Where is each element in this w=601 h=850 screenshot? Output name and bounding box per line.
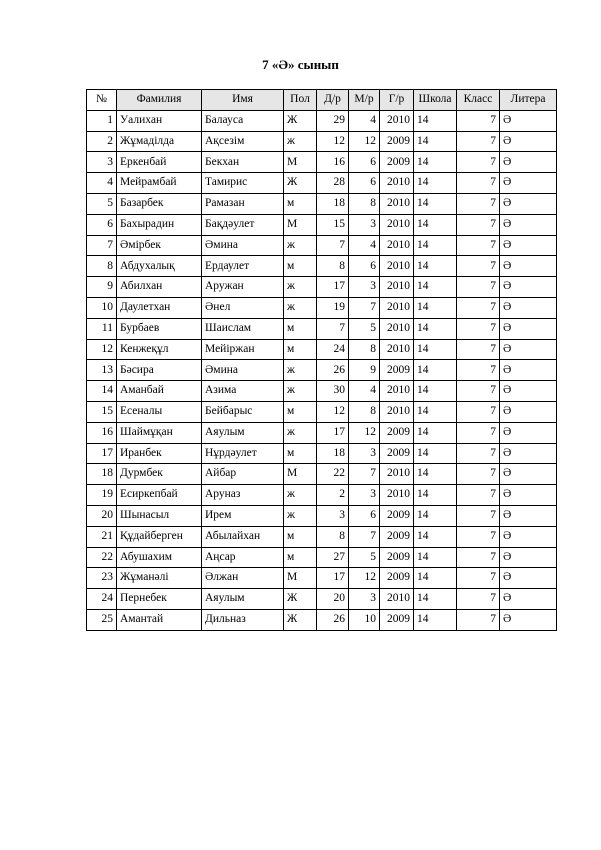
cell-letter: Ә — [500, 297, 557, 318]
cell-school: 14 — [414, 277, 457, 298]
table-row — [87, 256, 557, 277]
cell-number: 3 — [87, 152, 117, 173]
cell-birth-month: 3 — [349, 485, 380, 506]
cell-number: 19 — [87, 485, 117, 506]
cell-gender: Ж — [284, 110, 317, 131]
cell-gender: ж — [284, 235, 317, 256]
cell-birth-day: 2 — [317, 485, 349, 506]
cell-number: 25 — [87, 609, 117, 630]
table-row — [87, 277, 557, 298]
cell-number: 21 — [87, 526, 117, 547]
cell-gender: ж — [284, 422, 317, 443]
cell-class: 7 — [457, 152, 500, 173]
cell-birth-day: 18 — [317, 443, 349, 464]
cell-school: 14 — [414, 297, 457, 318]
cell-number: 10 — [87, 297, 117, 318]
column-header-letter: Литера — [500, 90, 557, 111]
cell-school: 14 — [414, 422, 457, 443]
cell-name: Аңсар — [202, 547, 284, 568]
table-row — [87, 339, 557, 360]
cell-birth-year: 2009 — [380, 152, 414, 173]
cell-birth-year: 2009 — [380, 609, 414, 630]
column-header-birth-year: Г/р — [380, 90, 414, 111]
cell-number: 13 — [87, 360, 117, 381]
cell-name: Бақдәулет — [202, 214, 284, 235]
cell-birth-year: 2009 — [380, 568, 414, 589]
cell-class: 7 — [457, 589, 500, 610]
table-row — [87, 318, 557, 339]
cell-birth-month: 3 — [349, 589, 380, 610]
cell-school: 14 — [414, 110, 457, 131]
cell-birth-year: 2009 — [380, 526, 414, 547]
cell-school: 14 — [414, 339, 457, 360]
cell-birth-month: 3 — [349, 443, 380, 464]
cell-gender: м — [284, 318, 317, 339]
cell-number: 16 — [87, 422, 117, 443]
cell-birth-month: 12 — [349, 422, 380, 443]
cell-letter: Ә — [500, 381, 557, 402]
cell-school: 14 — [414, 214, 457, 235]
table-row — [87, 547, 557, 568]
cell-birth-month: 5 — [349, 318, 380, 339]
cell-birth-month: 3 — [349, 277, 380, 298]
cell-surname: Мейрамбай — [117, 173, 202, 194]
cell-name: Бейбарыс — [202, 401, 284, 422]
cell-birth-year: 2010 — [380, 235, 414, 256]
cell-name: Нұрдәулет — [202, 443, 284, 464]
cell-school: 14 — [414, 152, 457, 173]
cell-class: 7 — [457, 526, 500, 547]
cell-birth-day: 8 — [317, 526, 349, 547]
table-row — [87, 214, 557, 235]
cell-birth-year: 2009 — [380, 360, 414, 381]
cell-name: Азима — [202, 381, 284, 402]
cell-gender: ж — [284, 297, 317, 318]
cell-letter: Ә — [500, 505, 557, 526]
cell-birth-month: 8 — [349, 401, 380, 422]
cell-number: 23 — [87, 568, 117, 589]
cell-birth-day: 3 — [317, 505, 349, 526]
cell-birth-day: 12 — [317, 131, 349, 152]
cell-name: Мейіржан — [202, 339, 284, 360]
cell-letter: Ә — [500, 360, 557, 381]
cell-name: Абылайхан — [202, 526, 284, 547]
cell-birth-month: 6 — [349, 152, 380, 173]
cell-school: 14 — [414, 381, 457, 402]
cell-school: 14 — [414, 360, 457, 381]
cell-surname: Бәсира — [117, 360, 202, 381]
cell-birth-day: 8 — [317, 256, 349, 277]
cell-birth-month: 7 — [349, 526, 380, 547]
cell-gender: М — [284, 214, 317, 235]
cell-birth-day: 22 — [317, 464, 349, 485]
page-title: 7 «Ә» сынып — [262, 57, 339, 72]
cell-birth-day: 24 — [317, 339, 349, 360]
cell-school: 14 — [414, 173, 457, 194]
cell-letter: Ә — [500, 235, 557, 256]
table-row — [87, 568, 557, 589]
cell-birth-day: 18 — [317, 193, 349, 214]
cell-class: 7 — [457, 235, 500, 256]
cell-class: 7 — [457, 131, 500, 152]
cell-class: 7 — [457, 381, 500, 402]
cell-name: Ақсезім — [202, 131, 284, 152]
cell-letter: Ә — [500, 193, 557, 214]
cell-birth-year: 2010 — [380, 214, 414, 235]
cell-birth-year: 2010 — [380, 318, 414, 339]
cell-class: 7 — [457, 443, 500, 464]
cell-name: Ердаулет — [202, 256, 284, 277]
column-header-surname: Фамилия — [117, 90, 202, 111]
cell-birth-year: 2009 — [380, 131, 414, 152]
cell-letter: Ә — [500, 609, 557, 630]
cell-birth-day: 7 — [317, 318, 349, 339]
cell-gender: ж — [284, 131, 317, 152]
cell-class: 7 — [457, 277, 500, 298]
cell-class: 7 — [457, 609, 500, 630]
column-header-birth-day: Д/р — [317, 90, 349, 111]
cell-class: 7 — [457, 110, 500, 131]
cell-letter: Ә — [500, 131, 557, 152]
cell-birth-day: 27 — [317, 547, 349, 568]
cell-gender: ж — [284, 360, 317, 381]
cell-number: 2 — [87, 131, 117, 152]
cell-name: Әнел — [202, 297, 284, 318]
cell-gender: м — [284, 339, 317, 360]
cell-class: 7 — [457, 339, 500, 360]
cell-surname: Иранбек — [117, 443, 202, 464]
cell-class: 7 — [457, 193, 500, 214]
cell-letter: Ә — [500, 443, 557, 464]
cell-surname: Әмірбек — [117, 235, 202, 256]
cell-number: 24 — [87, 589, 117, 610]
column-header-class: Класс — [457, 90, 500, 111]
cell-name: Шаислам — [202, 318, 284, 339]
table-row — [87, 401, 557, 422]
cell-name: Балауса — [202, 110, 284, 131]
table-row — [87, 152, 557, 173]
cell-birth-month: 7 — [349, 464, 380, 485]
column-header-school: Школа — [414, 90, 457, 111]
cell-surname: Абушахим — [117, 547, 202, 568]
cell-school: 14 — [414, 505, 457, 526]
cell-class: 7 — [457, 485, 500, 506]
table-row — [87, 443, 557, 464]
cell-gender: м — [284, 401, 317, 422]
cell-gender: М — [284, 568, 317, 589]
cell-number: 11 — [87, 318, 117, 339]
cell-gender: Ж — [284, 609, 317, 630]
cell-number: 22 — [87, 547, 117, 568]
cell-school: 14 — [414, 526, 457, 547]
cell-letter: Ә — [500, 422, 557, 443]
cell-surname: Есиркепбай — [117, 485, 202, 506]
cell-gender: м — [284, 443, 317, 464]
cell-school: 14 — [414, 256, 457, 277]
cell-name: Дильназ — [202, 609, 284, 630]
table-row — [87, 381, 557, 402]
cell-gender: М — [284, 464, 317, 485]
cell-birth-month: 12 — [349, 568, 380, 589]
cell-class: 7 — [457, 464, 500, 485]
cell-gender: ж — [284, 277, 317, 298]
cell-birth-month: 4 — [349, 381, 380, 402]
table-row — [87, 297, 557, 318]
cell-birth-year: 2009 — [380, 443, 414, 464]
cell-gender: Ж — [284, 173, 317, 194]
cell-number: 12 — [87, 339, 117, 360]
table-row — [87, 193, 557, 214]
cell-number: 9 — [87, 277, 117, 298]
cell-gender: М — [284, 152, 317, 173]
cell-gender: ж — [284, 505, 317, 526]
table-row — [87, 505, 557, 526]
table-body — [87, 110, 557, 630]
cell-birth-day: 20 — [317, 589, 349, 610]
cell-surname: Абилхан — [117, 277, 202, 298]
cell-name: Аружан — [202, 277, 284, 298]
cell-birth-month: 9 — [349, 360, 380, 381]
cell-surname: Пернебек — [117, 589, 202, 610]
cell-number: 4 — [87, 173, 117, 194]
cell-class: 7 — [457, 401, 500, 422]
cell-number: 8 — [87, 256, 117, 277]
table-row — [87, 110, 557, 131]
cell-class: 7 — [457, 256, 500, 277]
cell-school: 14 — [414, 401, 457, 422]
cell-birth-month: 12 — [349, 131, 380, 152]
cell-birth-year: 2010 — [380, 256, 414, 277]
cell-name: Ирем — [202, 505, 284, 526]
cell-birth-day: 16 — [317, 152, 349, 173]
cell-gender: Ж — [284, 589, 317, 610]
cell-class: 7 — [457, 360, 500, 381]
cell-surname: Еркенбай — [117, 152, 202, 173]
cell-class: 7 — [457, 505, 500, 526]
cell-birth-year: 2010 — [380, 277, 414, 298]
cell-surname: Абдухалық — [117, 256, 202, 277]
cell-surname: Есеналы — [117, 401, 202, 422]
cell-birth-year: 2010 — [380, 193, 414, 214]
cell-birth-month: 4 — [349, 110, 380, 131]
cell-letter: Ә — [500, 318, 557, 339]
cell-birth-day: 15 — [317, 214, 349, 235]
cell-birth-day: 28 — [317, 173, 349, 194]
cell-surname: Аманбай — [117, 381, 202, 402]
cell-birth-month: 3 — [349, 214, 380, 235]
cell-birth-month: 7 — [349, 297, 380, 318]
cell-birth-year: 2009 — [380, 505, 414, 526]
cell-gender: ж — [284, 485, 317, 506]
table-row — [87, 422, 557, 443]
cell-name: Әлжан — [202, 568, 284, 589]
cell-birth-day: 12 — [317, 401, 349, 422]
cell-letter: Ә — [500, 485, 557, 506]
cell-birth-year: 2010 — [380, 381, 414, 402]
cell-school: 14 — [414, 485, 457, 506]
cell-gender: ж — [284, 381, 317, 402]
cell-school: 14 — [414, 131, 457, 152]
cell-birth-year: 2010 — [380, 297, 414, 318]
cell-surname: Жұманәлі — [117, 568, 202, 589]
table-header-row — [87, 90, 557, 111]
cell-surname: Бурбаев — [117, 318, 202, 339]
cell-surname: Шаймұқан — [117, 422, 202, 443]
cell-name: Аяулым — [202, 589, 284, 610]
cell-class: 7 — [457, 297, 500, 318]
cell-class: 7 — [457, 214, 500, 235]
cell-birth-year: 2010 — [380, 464, 414, 485]
cell-surname: Уалихан — [117, 110, 202, 131]
cell-surname: Кенжеқұл — [117, 339, 202, 360]
cell-school: 14 — [414, 193, 457, 214]
cell-birth-day: 7 — [317, 235, 349, 256]
cell-school: 14 — [414, 568, 457, 589]
cell-surname: Даулетхан — [117, 297, 202, 318]
cell-birth-day: 30 — [317, 381, 349, 402]
cell-school: 14 — [414, 318, 457, 339]
cell-letter: Ә — [500, 339, 557, 360]
cell-number: 5 — [87, 193, 117, 214]
cell-letter: Ә — [500, 256, 557, 277]
cell-class: 7 — [457, 547, 500, 568]
table-row — [87, 609, 557, 630]
cell-name: Тамирис — [202, 173, 284, 194]
cell-gender: м — [284, 547, 317, 568]
cell-birth-month: 6 — [349, 256, 380, 277]
table-row — [87, 173, 557, 194]
cell-birth-year: 2010 — [380, 173, 414, 194]
cell-number: 6 — [87, 214, 117, 235]
cell-birth-month: 10 — [349, 609, 380, 630]
cell-school: 14 — [414, 589, 457, 610]
cell-birth-month: 8 — [349, 339, 380, 360]
cell-birth-day: 17 — [317, 277, 349, 298]
cell-letter: Ә — [500, 277, 557, 298]
cell-letter: Ә — [500, 173, 557, 194]
column-header-name: Имя — [202, 90, 284, 111]
cell-birth-year: 2010 — [380, 485, 414, 506]
cell-name: Бекхан — [202, 152, 284, 173]
cell-surname: Дурмбек — [117, 464, 202, 485]
cell-birth-year: 2010 — [380, 110, 414, 131]
cell-birth-year: 2010 — [380, 339, 414, 360]
cell-surname: Жұмаділда — [117, 131, 202, 152]
table-row — [87, 526, 557, 547]
cell-letter: Ә — [500, 547, 557, 568]
cell-birth-year: 2009 — [380, 547, 414, 568]
cell-number: 17 — [87, 443, 117, 464]
column-header-gender: Пол — [284, 90, 317, 111]
cell-number: 18 — [87, 464, 117, 485]
cell-surname: Бахырадин — [117, 214, 202, 235]
cell-letter: Ә — [500, 214, 557, 235]
cell-birth-day: 17 — [317, 568, 349, 589]
cell-letter: Ә — [500, 152, 557, 173]
cell-name: Айбар — [202, 464, 284, 485]
cell-name: Аяулым — [202, 422, 284, 443]
cell-school: 14 — [414, 609, 457, 630]
table-row — [87, 360, 557, 381]
cell-class: 7 — [457, 318, 500, 339]
cell-birth-day: 26 — [317, 609, 349, 630]
cell-letter: Ә — [500, 110, 557, 131]
cell-school: 14 — [414, 547, 457, 568]
cell-name: Әмина — [202, 360, 284, 381]
cell-birth-month: 8 — [349, 193, 380, 214]
cell-school: 14 — [414, 443, 457, 464]
cell-letter: Ә — [500, 464, 557, 485]
cell-letter: Ә — [500, 589, 557, 610]
cell-number: 15 — [87, 401, 117, 422]
student-table — [86, 89, 557, 631]
cell-gender: м — [284, 526, 317, 547]
table-row — [87, 485, 557, 506]
cell-number: 14 — [87, 381, 117, 402]
cell-gender: м — [284, 193, 317, 214]
column-header-number: № — [87, 90, 117, 111]
cell-class: 7 — [457, 422, 500, 443]
table-row — [87, 464, 557, 485]
cell-letter: Ә — [500, 568, 557, 589]
cell-birth-month: 6 — [349, 505, 380, 526]
cell-surname: Құдайберген — [117, 526, 202, 547]
cell-name: Әмина — [202, 235, 284, 256]
cell-letter: Ә — [500, 526, 557, 547]
cell-birth-year: 2010 — [380, 589, 414, 610]
cell-birth-day: 17 — [317, 422, 349, 443]
cell-gender: м — [284, 256, 317, 277]
cell-number: 20 — [87, 505, 117, 526]
table-row — [87, 589, 557, 610]
table-row — [87, 131, 557, 152]
cell-name: Рамазан — [202, 193, 284, 214]
cell-name: Аруназ — [202, 485, 284, 506]
cell-number: 7 — [87, 235, 117, 256]
cell-birth-day: 29 — [317, 110, 349, 131]
cell-birth-day: 19 — [317, 297, 349, 318]
cell-birth-month: 6 — [349, 173, 380, 194]
cell-birth-year: 2010 — [380, 401, 414, 422]
cell-letter: Ә — [500, 401, 557, 422]
cell-surname: Шынасыл — [117, 505, 202, 526]
cell-school: 14 — [414, 235, 457, 256]
cell-school: 14 — [414, 464, 457, 485]
column-header-birth-month: М/р — [349, 90, 380, 111]
table-row — [87, 235, 557, 256]
cell-birth-year: 2009 — [380, 422, 414, 443]
cell-number: 1 — [87, 110, 117, 131]
cell-surname: Базарбек — [117, 193, 202, 214]
cell-birth-month: 5 — [349, 547, 380, 568]
cell-surname: Амантай — [117, 609, 202, 630]
cell-class: 7 — [457, 568, 500, 589]
cell-class: 7 — [457, 173, 500, 194]
cell-birth-day: 26 — [317, 360, 349, 381]
cell-birth-month: 4 — [349, 235, 380, 256]
